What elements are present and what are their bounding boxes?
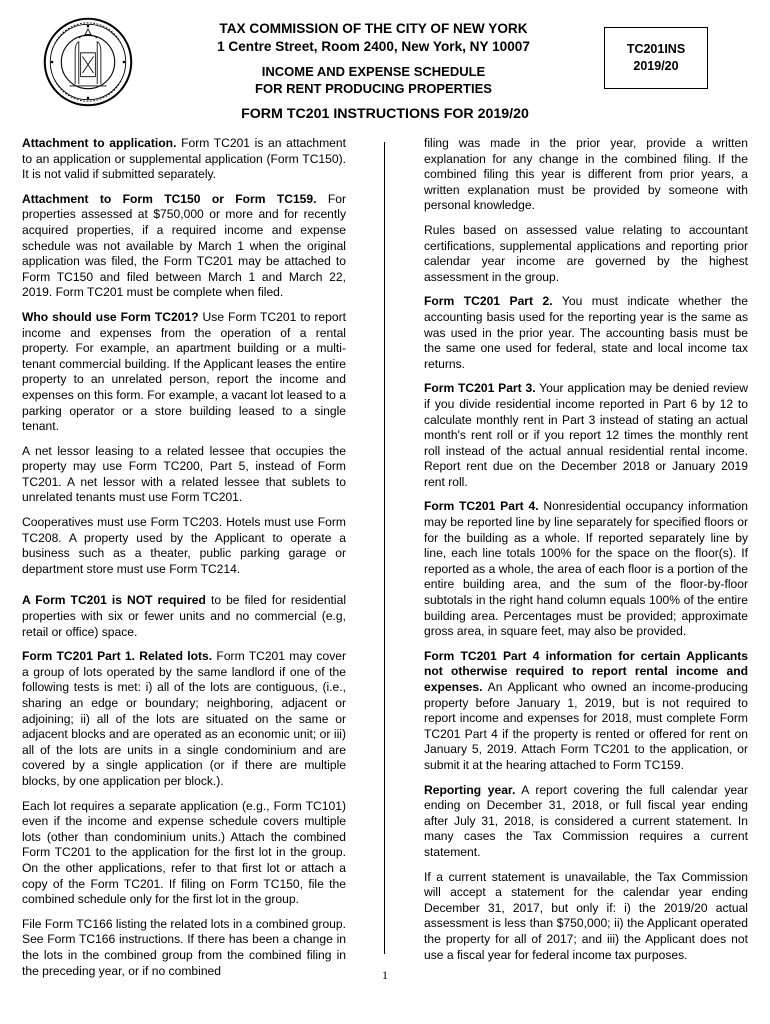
paragraph-heading: Attachment to application.	[22, 136, 177, 150]
paragraph-text: Each lot requires a separate application (e.g., Form TC101) even if the income and expense schedule covers multiple lots (other than condominium units.) Attach the combined Form TC201 to the application for the first lot in the group. On the other applications, refer to that first lot or attach a copy of the Form TC201. If filing on Form TC150, file the combined schedule only for the first lot in the group.	[22, 798, 346, 907]
paragraph-heading: Form TC201 Part 3.	[424, 381, 536, 396]
paragraph	[424, 783, 748, 861]
paragraph	[424, 294, 748, 372]
paragraph-text: If a current statement is unavailable, the Tax Commission will accept a statement for the calendar year ending December 31, 2017, but only if: i) the 2019/20 actual assessment is less than $750,000; ii) the Applicant operated the property for all of 2017; and iii) the Applicant does not use a fiscal year for federal income tax purposes.	[424, 869, 748, 962]
page-number: 1	[382, 968, 388, 982]
paragraph-text: Rules based on assessed value relating to accountant certifications, supplemental applications and reporting prior calendar year income are governed by the highest assessment in the group.	[424, 222, 748, 284]
schedule-title	[196, 64, 551, 97]
form-year: 2019/20	[633, 59, 679, 73]
paragraph	[22, 515, 346, 577]
paragraph-text: Form TC201 may cover a group of lots operated by the same landlord if one of the following tests is met: i) all of the lots are contiguous, (i.e., sharing an edge or boundary; neighboring, adjacent or adjoining; ii) all of the lots are situated on the same or adjacent blocks and are operated as an economic unit; or iii) all of the lots are units in a single condominium and are covered by a single application (or if there are multiple blocks, by one application per block.).	[22, 649, 347, 788]
paragraph	[22, 444, 346, 506]
paragraph-text: A net lessor leasing to a related lessee that occupies the property may use Form TC200, Part 5, instead of Form TC201. A net lessor with a related lessee that sublets to unrelated tenants must use Form TC201.	[22, 443, 346, 505]
paragraph-text: to be filed for residential properties with six or fewer units and no commercial (e.g, retail or office) space.	[22, 593, 347, 639]
paragraph-text: An Applicant who owned an income-producing property before January 1, 2019, but is not required to report income and expenses for 2018, must complete Form TC201 Part 4 if the property is rented or offered for rent on January 5, 2019. Attach Form TC201 to the application, or submit it at the hearing attached to Form TC159.	[424, 680, 748, 772]
paragraph	[424, 223, 748, 285]
paragraph-text: Your application may be denied review if you divide residential income reported in Part 6 by 12 to calculate monthly rent in Part 3 instead of stating an actual month's rent roll or if you report 12 times the monthly rent roll instead of the actual annual residential rental income. Report rent due on the December 2018 or January 2019 rent roll.	[424, 381, 748, 489]
paragraph-text: A report covering the full calendar year ending on December 31, 2018, or full fiscal year ending after July 31, 2018, is considered a current statement. In many cases the Tax Commission requires a current statement.	[424, 782, 749, 859]
paragraph-heading: Reporting year.	[424, 782, 516, 797]
left-column	[22, 136, 346, 988]
paragraph-text: You must indicate whether the accounting basis used for the reporting year is the same as was used in the prior year. The accounting basis must be the same one used for federal, state and local income tax returns.	[424, 294, 748, 371]
paragraph	[22, 799, 346, 908]
paragraph-heading: Who should use Form TC201?	[22, 309, 199, 324]
paragraph-text: Cooperatives must use Form TC203. Hotels must use Form TC208. A property used by the Applicant to operate a business such as a theater, public parking garage or department store must use Form TC214.	[22, 515, 346, 576]
paragraph-heading: A Form TC201 is NOT required	[22, 593, 206, 608]
header-title	[196, 20, 551, 56]
paragraph-text: File Form TC166 listing the related lots in a combined group. See Form TC166 instructions. If there has been a change in the lots in the combined group from the combined filing in the preceding year, or if no combined	[22, 916, 346, 978]
form-code-box	[604, 27, 708, 89]
paragraph-text: filing was made in the prior year, provide a written explanation for any change in the combined filing. If the combined filing this year is different from prior years, a written explanation must be provided by someone with personal knowledge.	[424, 136, 748, 213]
paragraph-text: Nonresidential occupancy information may be reported line by line separately for specified floors or for the building as a whole. If reported separately line by line, each line totals 100% for the space on the floor(s). If reported as a whole, the area of each floor is a portion of the entire building area, and the sum of the floor-by-floor subtotals in the right hand column equals 100% of the entire building area. Percentages must be provided; approximate gross area, in square feet, may also be provided.	[424, 499, 748, 639]
schedule-title-line1: INCOME AND EXPENSE SCHEDULE	[261, 64, 486, 79]
paragraph	[424, 649, 748, 774]
paragraph	[22, 136, 346, 183]
page-title: FORM TC201 INSTRUCTIONS FOR 2019/20	[241, 106, 529, 122]
agency-address: 1 Centre Street, Room 2400, New York, NY 10007	[217, 39, 530, 54]
paragraph	[22, 649, 346, 789]
paragraph-heading: Form TC201 Part 1. Related lots.	[22, 649, 213, 664]
paragraph	[424, 870, 748, 964]
paragraph-text: Use Form TC201 to report income and expenses from the operation of a rental property. For example, an apartment building or a multi-tenant commercial building. If the Applicant leases the entire property to an unrelated person, report the income and expenses on this form. For example, a vacant lot leased to a parking operator or a store building leased to a single tenant.	[22, 309, 347, 434]
paragraph-heading: Form TC201 Part 2.	[424, 294, 553, 309]
paragraph-text: For properties assessed at $750,000 or more and for recently acquired properties, if a required income and expense schedule was not available by March 1 when the original application was filed, the Form TC201 may be attached to Form TC150 and filed between March 1 and March 22, 2019. Form TC201 must be complete when filed.	[22, 191, 346, 300]
paragraph-text: Form TC201 is an attachment to an application or supplemental application (Form TC150). It is not valid if submitted separately.	[22, 136, 346, 182]
column-divider	[384, 142, 385, 954]
paragraph	[424, 136, 748, 214]
paragraph	[424, 499, 748, 639]
schedule-title-line2: FOR RENT PRODUCING PROPERTIES	[255, 80, 492, 96]
paragraph-heading: Form TC201 Part 4 information for certain Applicants not otherwise required to report rental income and expenses.	[424, 648, 748, 694]
agency-name: TAX COMMISSION OF THE CITY OF NEW YORK	[219, 21, 528, 36]
right-column	[424, 136, 748, 972]
nyc-seal-icon	[42, 16, 134, 108]
form-code: TC201INS	[626, 42, 686, 56]
paragraph-heading: Form TC201 Part 4.	[424, 499, 539, 514]
paragraph	[22, 593, 346, 640]
paragraph-heading: Attachment to Form TC150 or Form TC159.	[22, 191, 317, 206]
paragraph	[22, 310, 346, 435]
paragraph	[22, 192, 346, 301]
paragraph	[424, 381, 748, 490]
